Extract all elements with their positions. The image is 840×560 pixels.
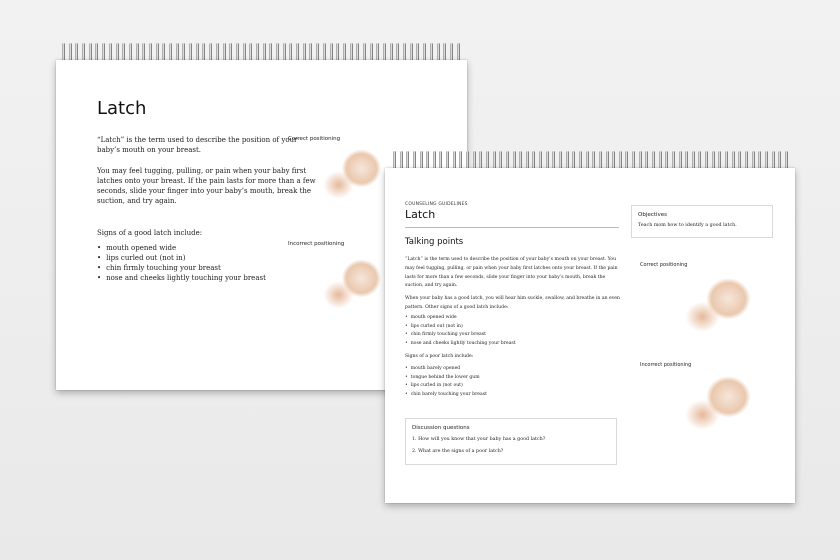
correct-positioning-photo	[323, 142, 385, 208]
incorrect-positioning-photo	[685, 368, 755, 440]
discussion-question-1: 1. How will you know that your baby has a good latch?	[412, 437, 546, 442]
title-divider	[405, 227, 619, 228]
talking-points-heading: Talking points	[405, 237, 464, 247]
back-card-title: Latch	[97, 98, 147, 119]
back-card-intro: “Latch” is the term used to describe the position of your baby’s mouth on your breast.	[97, 136, 298, 154]
list-item: • lips curled out (not in)	[97, 253, 317, 263]
list-item: • lips curled in (not out)	[405, 382, 621, 391]
talking-points-para-2: When your baby has a good latch, you will hear him suckle, swallow, and breathe in an even pattern. Other signs of a good latch include:	[405, 296, 620, 310]
back-card-paragraph: You may feel tugging, pulling, or pain when your baby first latches onto your breast. If the pain lasts for more than a few seconds, slide your finger into your baby’s mouth, break the suction, and try again.	[97, 167, 316, 205]
list-item: • mouth opened wide	[405, 314, 621, 323]
discussion-question-2: 2. What are the signs of a poor latch?	[412, 449, 504, 454]
list-item: • mouth barely opened	[405, 365, 621, 374]
list-item: • chin firmly touching your breast	[97, 263, 317, 273]
objectives-box	[631, 205, 773, 238]
back-incorrect-label: Incorrect positioning	[288, 241, 345, 247]
discussion-questions-box	[405, 418, 617, 465]
list-item: • mouth opened wide	[97, 243, 317, 253]
front-incorrect-label: Incorrect positioning	[640, 362, 692, 368]
discussion-title: Discussion questions	[412, 425, 470, 431]
incorrect-positioning-photo	[323, 252, 385, 318]
list-item: • tongue behind the lower gum	[405, 374, 621, 383]
list-item: • nose and cheeks lightly touching your breast	[405, 340, 621, 349]
back-card-signs-list	[97, 243, 317, 283]
good-latch-list	[405, 314, 621, 348]
correct-positioning-photo	[685, 270, 755, 342]
objectives-title: Objectives	[638, 212, 667, 218]
back-correct-label: Correct positioning	[288, 136, 341, 142]
list-item: • chin firmly touching your breast	[405, 331, 621, 340]
objectives-text: Teach mom how to identify a good latch.	[638, 223, 737, 228]
list-item: • nose and cheeks lightly touching your breast	[97, 273, 317, 283]
poor-latch-list	[405, 365, 621, 399]
front-correct-label: Correct positioning	[640, 262, 688, 268]
list-item: • chin barely touching your breast	[405, 391, 621, 400]
back-card-signs-heading: Signs of a good latch include:	[97, 229, 203, 237]
front-card-kicker: COUNSELING GUIDELINES	[405, 202, 468, 207]
front-flip-card	[385, 168, 795, 503]
front-card-title: Latch	[405, 208, 436, 221]
poor-latch-heading: Signs of a poor latch include:	[405, 354, 474, 359]
list-item: • lips curled out (not in)	[405, 323, 621, 332]
talking-points-para-1: “Latch” is the term used to describe the position of your baby’s mouth on your breast. You may feel tugging, pulling, or pain when your baby first latches onto your breast. If the pain lasts for more than a few seconds, slide your finger into your baby’s mouth, break the suction, and try again.	[405, 257, 618, 289]
